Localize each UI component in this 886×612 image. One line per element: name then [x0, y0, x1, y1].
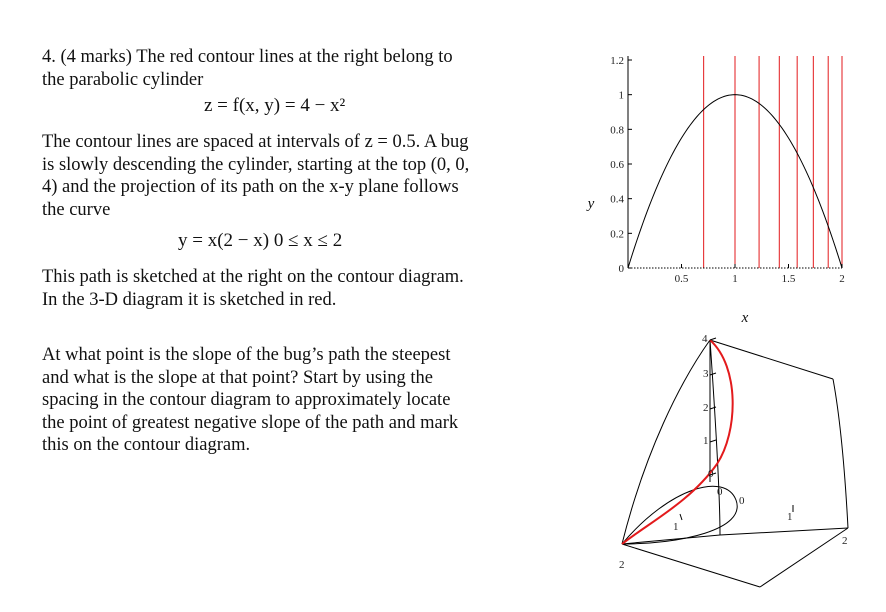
path-equation: y = x(2 − x) 0 ≤ x ≤ 2: [178, 230, 343, 251]
right-label-1: 1: [787, 511, 793, 523]
desc-line-2: is slowly descending the cylinder, starting at the top (0, 0,: [42, 154, 470, 175]
x-tick-label-0: 0.5: [674, 273, 689, 285]
x-axis-label: x: [741, 310, 749, 326]
z-tick-4: 4: [702, 333, 708, 345]
z-tick-2: 2: [703, 402, 709, 414]
z-tick-3: 3: [703, 368, 709, 380]
question-task: [42, 344, 542, 457]
task-line-3: spacing in the contour diagram to approximately locate: [42, 390, 451, 410]
y-tick-label-6: 1.2: [610, 55, 624, 67]
contour-lines: [704, 56, 842, 268]
y-tick-label-1: 0.2: [610, 228, 624, 241]
front-label-0: 0: [717, 486, 723, 498]
front-label-1: 1: [673, 521, 679, 533]
back-parabola: [833, 379, 848, 528]
front-parabola: [710, 340, 720, 535]
note-line-2: In the 3-D diagram it is sketched in red.: [42, 289, 337, 310]
desc-line-3: 4) and the projection of its path on the x-y plane follows: [42, 177, 459, 197]
intro-line-2: the parabolic cylinder: [42, 69, 204, 90]
surface-equation: z = f(x, y) = 4 − x²: [204, 95, 346, 116]
x-ticks: [675, 264, 845, 285]
right-label-2: 2: [842, 535, 848, 547]
question-sketch-note: [42, 266, 562, 311]
y-tick-label-4: 0.8: [610, 124, 624, 137]
surface-3d-diagram: [560, 322, 870, 588]
task-line-5: this on the contour diagram.: [42, 435, 251, 455]
question-description: [42, 131, 532, 221]
y-ticks: [610, 55, 632, 275]
intro-line-1: 4. (4 marks) The red contour lines at the right belong to: [42, 47, 453, 67]
contour-diagram: [560, 40, 860, 330]
y-tick-label-0: 0: [618, 263, 624, 275]
right-label-0: 0: [739, 495, 745, 507]
y-tick-label-3: 0.6: [610, 159, 624, 171]
task-line-4: the point of greatest negative slope of the path and mark: [42, 412, 459, 433]
box-edge-bottom-left: [622, 535, 720, 544]
front-label-2: 2: [619, 559, 625, 571]
y-axis-label: y: [587, 196, 595, 212]
x-tick-label-2: 1.5: [781, 273, 796, 285]
z-tick-0: 0: [708, 468, 714, 480]
box-edge-front-bottom: [622, 528, 848, 587]
y-tick-label-5: 1: [618, 89, 624, 102]
question-intro: [42, 46, 542, 91]
task-line-1: At what point is the slope of the bug’s path the steepest: [42, 345, 451, 365]
desc-line-1: The contour lines are spaced at intervals of z = 0.5. A bug: [42, 132, 469, 152]
desc-line-4: the curve: [42, 199, 111, 220]
task-line-2: and what is the slope at that point? Start by using the: [42, 367, 434, 388]
box-edge-bottom-right: [720, 528, 848, 535]
z-tick-1: 1: [703, 435, 709, 447]
x-tick-label-1: 1: [732, 273, 738, 285]
note-line-1: This path is sketched at the right on the contour diagram.: [42, 267, 464, 287]
y-tick-label-2: 0.4: [610, 193, 624, 206]
x-tick-label-3: 2: [839, 273, 845, 285]
